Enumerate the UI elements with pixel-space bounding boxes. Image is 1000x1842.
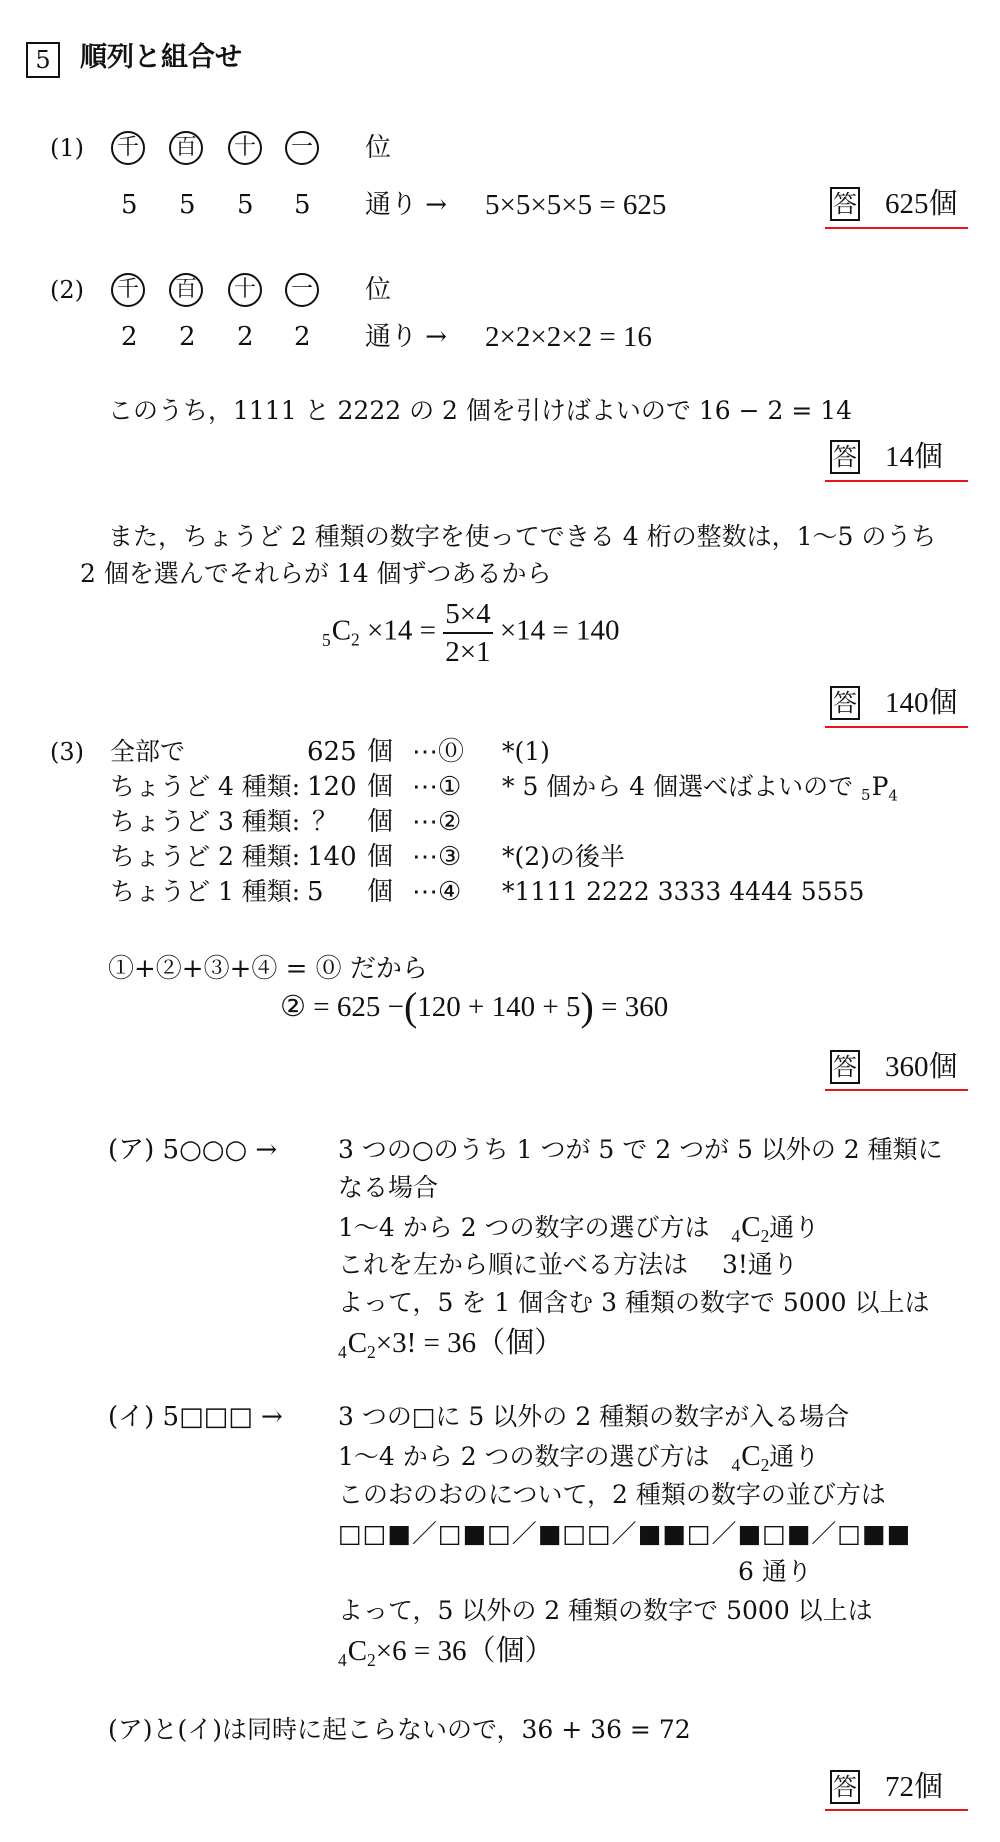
part3-answer2: 72個 bbox=[885, 1771, 944, 1803]
count-thousands: 2 bbox=[121, 322, 138, 352]
answer-mark-icon: 答 bbox=[830, 187, 860, 221]
fraction bbox=[443, 596, 492, 670]
caseA-line: なる場合 bbox=[338, 1173, 439, 1202]
thousands-place-icon: 千 bbox=[111, 131, 145, 165]
count-hundreds: 2 bbox=[179, 322, 196, 352]
sum-relation: ①+②+③+④ = ⓪ だから bbox=[108, 954, 428, 984]
part1-answer: 625個 bbox=[885, 188, 958, 220]
row-note bbox=[502, 770, 898, 812]
count-hundreds: 5 bbox=[179, 190, 196, 220]
row-name: ちょうど 4 種類: bbox=[110, 772, 301, 801]
comb-r: 2 bbox=[760, 1455, 770, 1476]
row-value: 140 bbox=[307, 842, 357, 872]
part2-equation: 2×2×2×2 = 16 bbox=[485, 321, 652, 353]
caseB-pattern-count: 6 通り bbox=[738, 1557, 812, 1586]
answer-underline bbox=[825, 227, 968, 229]
hundreds-place-icon: 百 bbox=[169, 131, 203, 165]
comb-r: 2 bbox=[760, 1226, 770, 1247]
row-value: 625 bbox=[307, 737, 357, 767]
problem-number-box bbox=[26, 42, 60, 78]
tens-place-icon: 十 bbox=[228, 273, 262, 307]
part3-calculation: ② = 625 −(120 + 140 + 5) = 360 bbox=[280, 984, 669, 1029]
row-ref: ⋯③ bbox=[412, 842, 462, 872]
comb-n: 4 bbox=[338, 1650, 347, 1671]
part1-equation: 5×5×5×5 = 625 bbox=[485, 189, 667, 221]
row-unit: 個 bbox=[367, 842, 394, 872]
row-name: ちょうど 3 種類: bbox=[110, 807, 301, 836]
part3-answer1: 360個 bbox=[885, 1051, 958, 1083]
answer-underline bbox=[825, 1809, 968, 1811]
row-unit: 個 bbox=[367, 877, 394, 907]
part2-answer2: 140個 bbox=[885, 687, 958, 719]
caseA-arrange-value: 3!通り bbox=[721, 1250, 798, 1279]
row-unit: 個 bbox=[367, 772, 394, 802]
answer-mark-icon: 答 bbox=[830, 440, 860, 474]
answer-mark-icon: 答 bbox=[830, 1770, 860, 1804]
answer-underline bbox=[825, 480, 968, 482]
caseB-choose-suffix: 通り bbox=[769, 1442, 820, 1471]
caseA-result-rest: ×3! = 36（個） bbox=[375, 1327, 564, 1359]
count-ones: 5 bbox=[294, 190, 311, 220]
caseA-line: 3 つの○のうち 1 つが 5 で 2 つが 5 以外の 2 種類に bbox=[338, 1135, 943, 1164]
count-ones: 2 bbox=[294, 322, 311, 352]
part3-label: (3) bbox=[50, 738, 84, 766]
comb-n: 4 bbox=[731, 1226, 741, 1247]
place-suffix: 位 bbox=[365, 133, 392, 163]
caseB-label: (イ) 5□□□ → bbox=[108, 1402, 283, 1432]
part2-label: (2) bbox=[50, 276, 84, 304]
counts-suffix: 通り → bbox=[365, 322, 448, 352]
row-name: ちょうど 2 種類: bbox=[110, 842, 301, 871]
tens-place-icon: 十 bbox=[228, 131, 262, 165]
row-value: 120 bbox=[307, 772, 357, 802]
combination-formula bbox=[322, 596, 620, 670]
conclusion: (ア)と(イ)は同時に起こらないので，36 + 36 = 72 bbox=[108, 1715, 691, 1744]
caseA-line: よって，5 を 1 個含む 3 種類の数字で 5000 以上は bbox=[338, 1288, 930, 1317]
calc-inner: 120 + 140 + 5 bbox=[417, 991, 581, 1023]
formula-n: 5 bbox=[322, 629, 331, 650]
part2-answer1: 14個 bbox=[885, 441, 944, 473]
row-note-text: * 5 個から 4 個選べばよいので bbox=[502, 772, 862, 801]
row-value: 5 bbox=[307, 877, 324, 907]
comb-symbol: C bbox=[741, 1440, 761, 1472]
caseB-result-rest: ×6 = 36（個） bbox=[375, 1635, 554, 1667]
calc-total: 625 − bbox=[336, 991, 404, 1023]
caseA-label: (ア) 5○○○ → bbox=[108, 1135, 278, 1165]
row-value: ？ bbox=[312, 807, 339, 837]
caseB-line: よって，5 以外の 2 種類の数字で 5000 以上は bbox=[338, 1596, 873, 1625]
ones-place-icon: 一 bbox=[285, 273, 319, 307]
caseA-choose-text: 1〜4 から 2 つの数字の選び方は bbox=[338, 1213, 710, 1242]
part1-label: (1) bbox=[50, 134, 84, 162]
caseA-result bbox=[338, 1326, 563, 1369]
place-suffix: 位 bbox=[365, 275, 392, 305]
row-ref: ⋯① bbox=[412, 772, 462, 802]
comb-r: 2 bbox=[367, 1650, 376, 1671]
caseA-line bbox=[338, 1210, 819, 1253]
answer-underline bbox=[825, 1089, 968, 1091]
problem-number: 5 bbox=[35, 46, 51, 74]
count-thousands: 5 bbox=[121, 190, 138, 220]
perm-r: 4 bbox=[888, 786, 898, 805]
caseB-choose-text: 1〜4 から 2 つの数字の選び方は bbox=[338, 1442, 710, 1471]
row-name: ちょうど 1 種類: bbox=[110, 877, 301, 906]
formula-times1: ×14 = bbox=[367, 614, 436, 647]
row-unit: 個 bbox=[367, 807, 394, 837]
perm-symbol: P bbox=[871, 772, 889, 801]
caseB-result bbox=[338, 1634, 553, 1677]
comb-symbol: C bbox=[347, 1635, 368, 1667]
row-ref: ⋯② bbox=[412, 807, 462, 837]
fraction-denominator: 2×1 bbox=[445, 636, 491, 668]
comb-r: 2 bbox=[367, 1342, 376, 1363]
part2-paragraph-line2: 2 個を選んでそれらが 14 個ずつあるから bbox=[80, 559, 552, 588]
caseB-line bbox=[338, 1439, 819, 1482]
comb-symbol: C bbox=[347, 1327, 368, 1359]
row-note: *(1) bbox=[502, 737, 550, 766]
calc-result: = 360 bbox=[601, 991, 669, 1023]
caseA-choose-suffix: 通り bbox=[769, 1213, 820, 1242]
formula-r: 2 bbox=[351, 629, 360, 650]
caseA-arrange-text: これを左から順に並べる方法は bbox=[338, 1250, 689, 1279]
count-tens: 2 bbox=[237, 322, 254, 352]
row-note: *(2)の後半 bbox=[502, 842, 625, 871]
comb-n: 4 bbox=[731, 1455, 741, 1476]
formula-symbol: C bbox=[331, 614, 352, 647]
caseA-line bbox=[338, 1248, 798, 1282]
thousands-place-icon: 千 bbox=[111, 273, 145, 307]
count-tens: 5 bbox=[237, 190, 254, 220]
row-ref: ⋯④ bbox=[412, 877, 462, 907]
comb-symbol: C bbox=[741, 1211, 761, 1243]
answer-mark-icon: 答 bbox=[830, 686, 860, 720]
counts-suffix: 通り → bbox=[365, 190, 448, 220]
row-ref: ⋯⓪ bbox=[412, 737, 465, 767]
perm-n: 5 bbox=[861, 786, 871, 805]
hundreds-place-icon: 百 bbox=[169, 273, 203, 307]
part2-paragraph-line1: また，ちょうど 2 種類の数字を使ってできる 4 桁の整数は，1〜5 のうち bbox=[108, 522, 937, 551]
calc-lhs: ② = bbox=[280, 991, 330, 1023]
row-name: 全部で bbox=[110, 737, 186, 766]
caseB-line: このおのおのについて，2 種類の数字の並び方は bbox=[338, 1480, 886, 1509]
section-title: 順列と組合せ bbox=[80, 42, 242, 73]
arrangement-patterns: □□■／□■□／■□□／■■□／■□■／□■■ bbox=[338, 1519, 912, 1548]
caseB-line: 3 つの□に 5 以外の 2 種類の数字が入る場合 bbox=[338, 1402, 850, 1431]
answer-underline bbox=[825, 726, 968, 728]
formula-times2: ×14 = 140 bbox=[499, 614, 620, 647]
comb-n: 4 bbox=[338, 1342, 347, 1363]
fraction-numerator: 5×4 bbox=[443, 596, 492, 634]
part2-note: このうち，1111 と 2222 の 2 個を引けばよいので 16 − 2 = 14 bbox=[108, 396, 853, 425]
row-note: *1111 2222 3333 4444 5555 bbox=[502, 877, 865, 906]
answer-mark-icon: 答 bbox=[830, 1050, 860, 1084]
ones-place-icon: 一 bbox=[285, 131, 319, 165]
row-unit: 個 bbox=[367, 737, 394, 767]
